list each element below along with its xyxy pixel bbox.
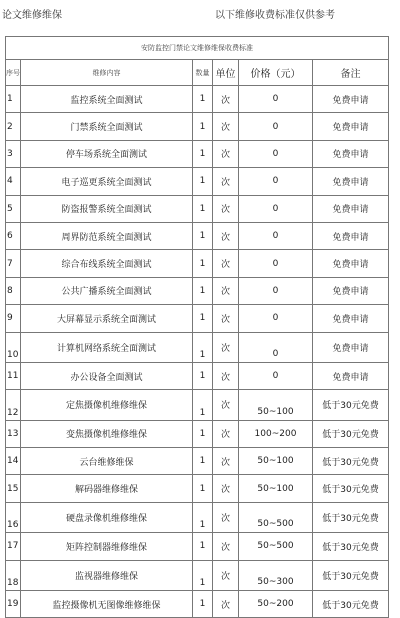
row-note: 免费申请 <box>313 305 389 332</box>
row-note: 免费申请 <box>313 332 389 362</box>
row-price: 0 <box>239 305 313 332</box>
row-item: 大屏幕显示系统全面测试 <box>21 305 193 332</box>
row-note: 低于30元免费 <box>313 591 389 618</box>
table-title: 安防监控门禁论文维修维保收费标准 <box>6 37 389 60</box>
row-item: 定焦摄像机维修维保 <box>21 390 193 420</box>
col-header-price: 价格（元） <box>239 60 313 86</box>
row-price: 50~100 <box>239 448 313 475</box>
row-number: 15 <box>6 475 21 502</box>
row-unit: 次 <box>213 140 239 167</box>
row-price: 0 <box>239 86 313 113</box>
row-unit: 次 <box>213 362 239 389</box>
row-number: 1 <box>6 86 21 113</box>
row-item: 云台维修维保 <box>21 448 193 475</box>
row-number: 9 <box>6 305 21 332</box>
row-unit: 次 <box>213 113 239 140</box>
row-price: 50~100 <box>239 390 313 420</box>
row-item: 解码器维修维保 <box>21 475 193 502</box>
row-unit: 次 <box>213 86 239 113</box>
row-qty: 1 <box>193 195 213 222</box>
row-item: 监视器维修维保 <box>21 560 193 590</box>
table-row <box>6 332 389 362</box>
row-qty: 1 <box>193 502 213 532</box>
row-price: 0 <box>239 222 313 249</box>
table-row <box>6 113 389 140</box>
row-note: 免费申请 <box>313 140 389 167</box>
row-price: 50~500 <box>239 533 313 560</box>
table-row <box>6 448 389 475</box>
row-number: 11 <box>6 362 21 389</box>
table-row <box>6 362 389 389</box>
row-note: 低于30元免费 <box>313 533 389 560</box>
row-price: 50~500 <box>239 502 313 532</box>
table-row <box>6 390 389 420</box>
row-unit: 次 <box>213 168 239 195</box>
row-qty: 1 <box>193 168 213 195</box>
row-number: 18 <box>6 560 21 590</box>
row-item: 硬盘录像机维修维保 <box>21 502 193 532</box>
row-note: 免费申请 <box>313 86 389 113</box>
row-number: 5 <box>6 195 21 222</box>
doc-header-left: 论文维修维保 <box>2 10 62 21</box>
col-header-note: 备注 <box>313 60 389 86</box>
row-number: 4 <box>6 168 21 195</box>
row-note: 免费申请 <box>313 362 389 389</box>
row-qty: 1 <box>193 277 213 304</box>
row-item: 变焦摄像机维修维保 <box>21 420 193 447</box>
row-unit: 次 <box>213 475 239 502</box>
row-number: 17 <box>6 533 21 560</box>
row-number: 16 <box>6 502 21 532</box>
row-price: 100~200 <box>239 420 313 447</box>
row-unit: 次 <box>213 277 239 304</box>
col-header-unit: 单位 <box>213 60 239 86</box>
row-unit: 次 <box>213 390 239 420</box>
table-row <box>6 277 389 304</box>
row-price: 0 <box>239 332 313 362</box>
col-header-item: 维修内容 <box>21 60 193 86</box>
row-qty: 1 <box>193 560 213 590</box>
row-item: 周界防范系统全面测试 <box>21 222 193 249</box>
row-note: 免费申请 <box>313 195 389 222</box>
row-qty: 1 <box>193 140 213 167</box>
row-unit: 次 <box>213 560 239 590</box>
row-qty: 1 <box>193 332 213 362</box>
row-qty: 1 <box>193 250 213 277</box>
row-item: 防盗报警系统全面测试 <box>21 195 193 222</box>
row-item: 计算机网络系统全面测试 <box>21 332 193 362</box>
row-item: 停车场系统全面测试 <box>21 140 193 167</box>
row-price: 0 <box>239 250 313 277</box>
row-number: 19 <box>6 591 21 618</box>
row-unit: 次 <box>213 533 239 560</box>
row-qty: 1 <box>193 420 213 447</box>
row-unit: 次 <box>213 222 239 249</box>
row-qty: 1 <box>193 362 213 389</box>
row-unit: 次 <box>213 591 239 618</box>
table-row <box>6 86 389 113</box>
col-header-no: 序号 <box>6 60 21 86</box>
row-number: 3 <box>6 140 21 167</box>
row-unit: 次 <box>213 448 239 475</box>
row-price: 0 <box>239 195 313 222</box>
row-unit: 次 <box>213 420 239 447</box>
row-price: 50~300 <box>239 560 313 590</box>
row-item: 矩阵控制器维修维保 <box>21 533 193 560</box>
row-price: 0 <box>239 168 313 195</box>
row-number: 14 <box>6 448 21 475</box>
row-number: 6 <box>6 222 21 249</box>
table-row <box>6 222 389 249</box>
row-number: 7 <box>6 250 21 277</box>
row-qty: 1 <box>193 533 213 560</box>
table-row <box>6 420 389 447</box>
row-qty: 1 <box>193 305 213 332</box>
row-number: 8 <box>6 277 21 304</box>
row-price: 0 <box>239 140 313 167</box>
table-row <box>6 250 389 277</box>
row-qty: 1 <box>193 475 213 502</box>
row-item: 电子巡更系统全面测试 <box>21 168 193 195</box>
row-price: 0 <box>239 113 313 140</box>
row-item: 监控摄像机无图像维修维保 <box>21 591 193 618</box>
row-qty: 1 <box>193 448 213 475</box>
table-row <box>6 305 389 332</box>
fee-table <box>5 36 389 618</box>
row-number: 10 <box>6 332 21 362</box>
row-note: 低于30元免费 <box>313 475 389 502</box>
row-item: 门禁系统全面测试 <box>21 113 193 140</box>
row-note: 低于30元免费 <box>313 390 389 420</box>
doc-header-right: 以下维修收费标准仅供参考 <box>215 10 335 21</box>
row-price: 0 <box>239 362 313 389</box>
row-note: 免费申请 <box>313 168 389 195</box>
table-row <box>6 533 389 560</box>
row-note: 低于30元免费 <box>313 502 389 532</box>
row-number: 12 <box>6 390 21 420</box>
table-row <box>6 140 389 167</box>
row-qty: 1 <box>193 591 213 618</box>
row-item: 办公设备全面测试 <box>21 362 193 389</box>
row-price: 0 <box>239 277 313 304</box>
row-price: 50~100 <box>239 475 313 502</box>
row-note: 免费申请 <box>313 277 389 304</box>
row-note: 低于30元免费 <box>313 420 389 447</box>
table-row <box>6 502 389 532</box>
row-unit: 次 <box>213 502 239 532</box>
row-price: 50~200 <box>239 591 313 618</box>
row-qty: 1 <box>193 86 213 113</box>
col-header-qty: 数量 <box>193 60 213 86</box>
row-note: 免费申请 <box>313 250 389 277</box>
row-note: 免费申请 <box>313 113 389 140</box>
row-number: 2 <box>6 113 21 140</box>
row-number: 13 <box>6 420 21 447</box>
row-note: 低于30元免费 <box>313 448 389 475</box>
table-row <box>6 475 389 502</box>
row-qty: 1 <box>193 222 213 249</box>
table-row <box>6 195 389 222</box>
row-item: 监控系统全面测试 <box>21 86 193 113</box>
row-note: 低于30元免费 <box>313 560 389 590</box>
row-item: 公共广播系统全面测试 <box>21 277 193 304</box>
row-unit: 次 <box>213 195 239 222</box>
row-qty: 1 <box>193 113 213 140</box>
row-note: 免费申请 <box>313 222 389 249</box>
table-row <box>6 560 389 590</box>
row-qty: 1 <box>193 390 213 420</box>
table-row <box>6 168 389 195</box>
row-unit: 次 <box>213 250 239 277</box>
row-unit: 次 <box>213 332 239 362</box>
table-row <box>6 591 389 618</box>
row-unit: 次 <box>213 305 239 332</box>
row-item: 综合布线系统全面测试 <box>21 250 193 277</box>
